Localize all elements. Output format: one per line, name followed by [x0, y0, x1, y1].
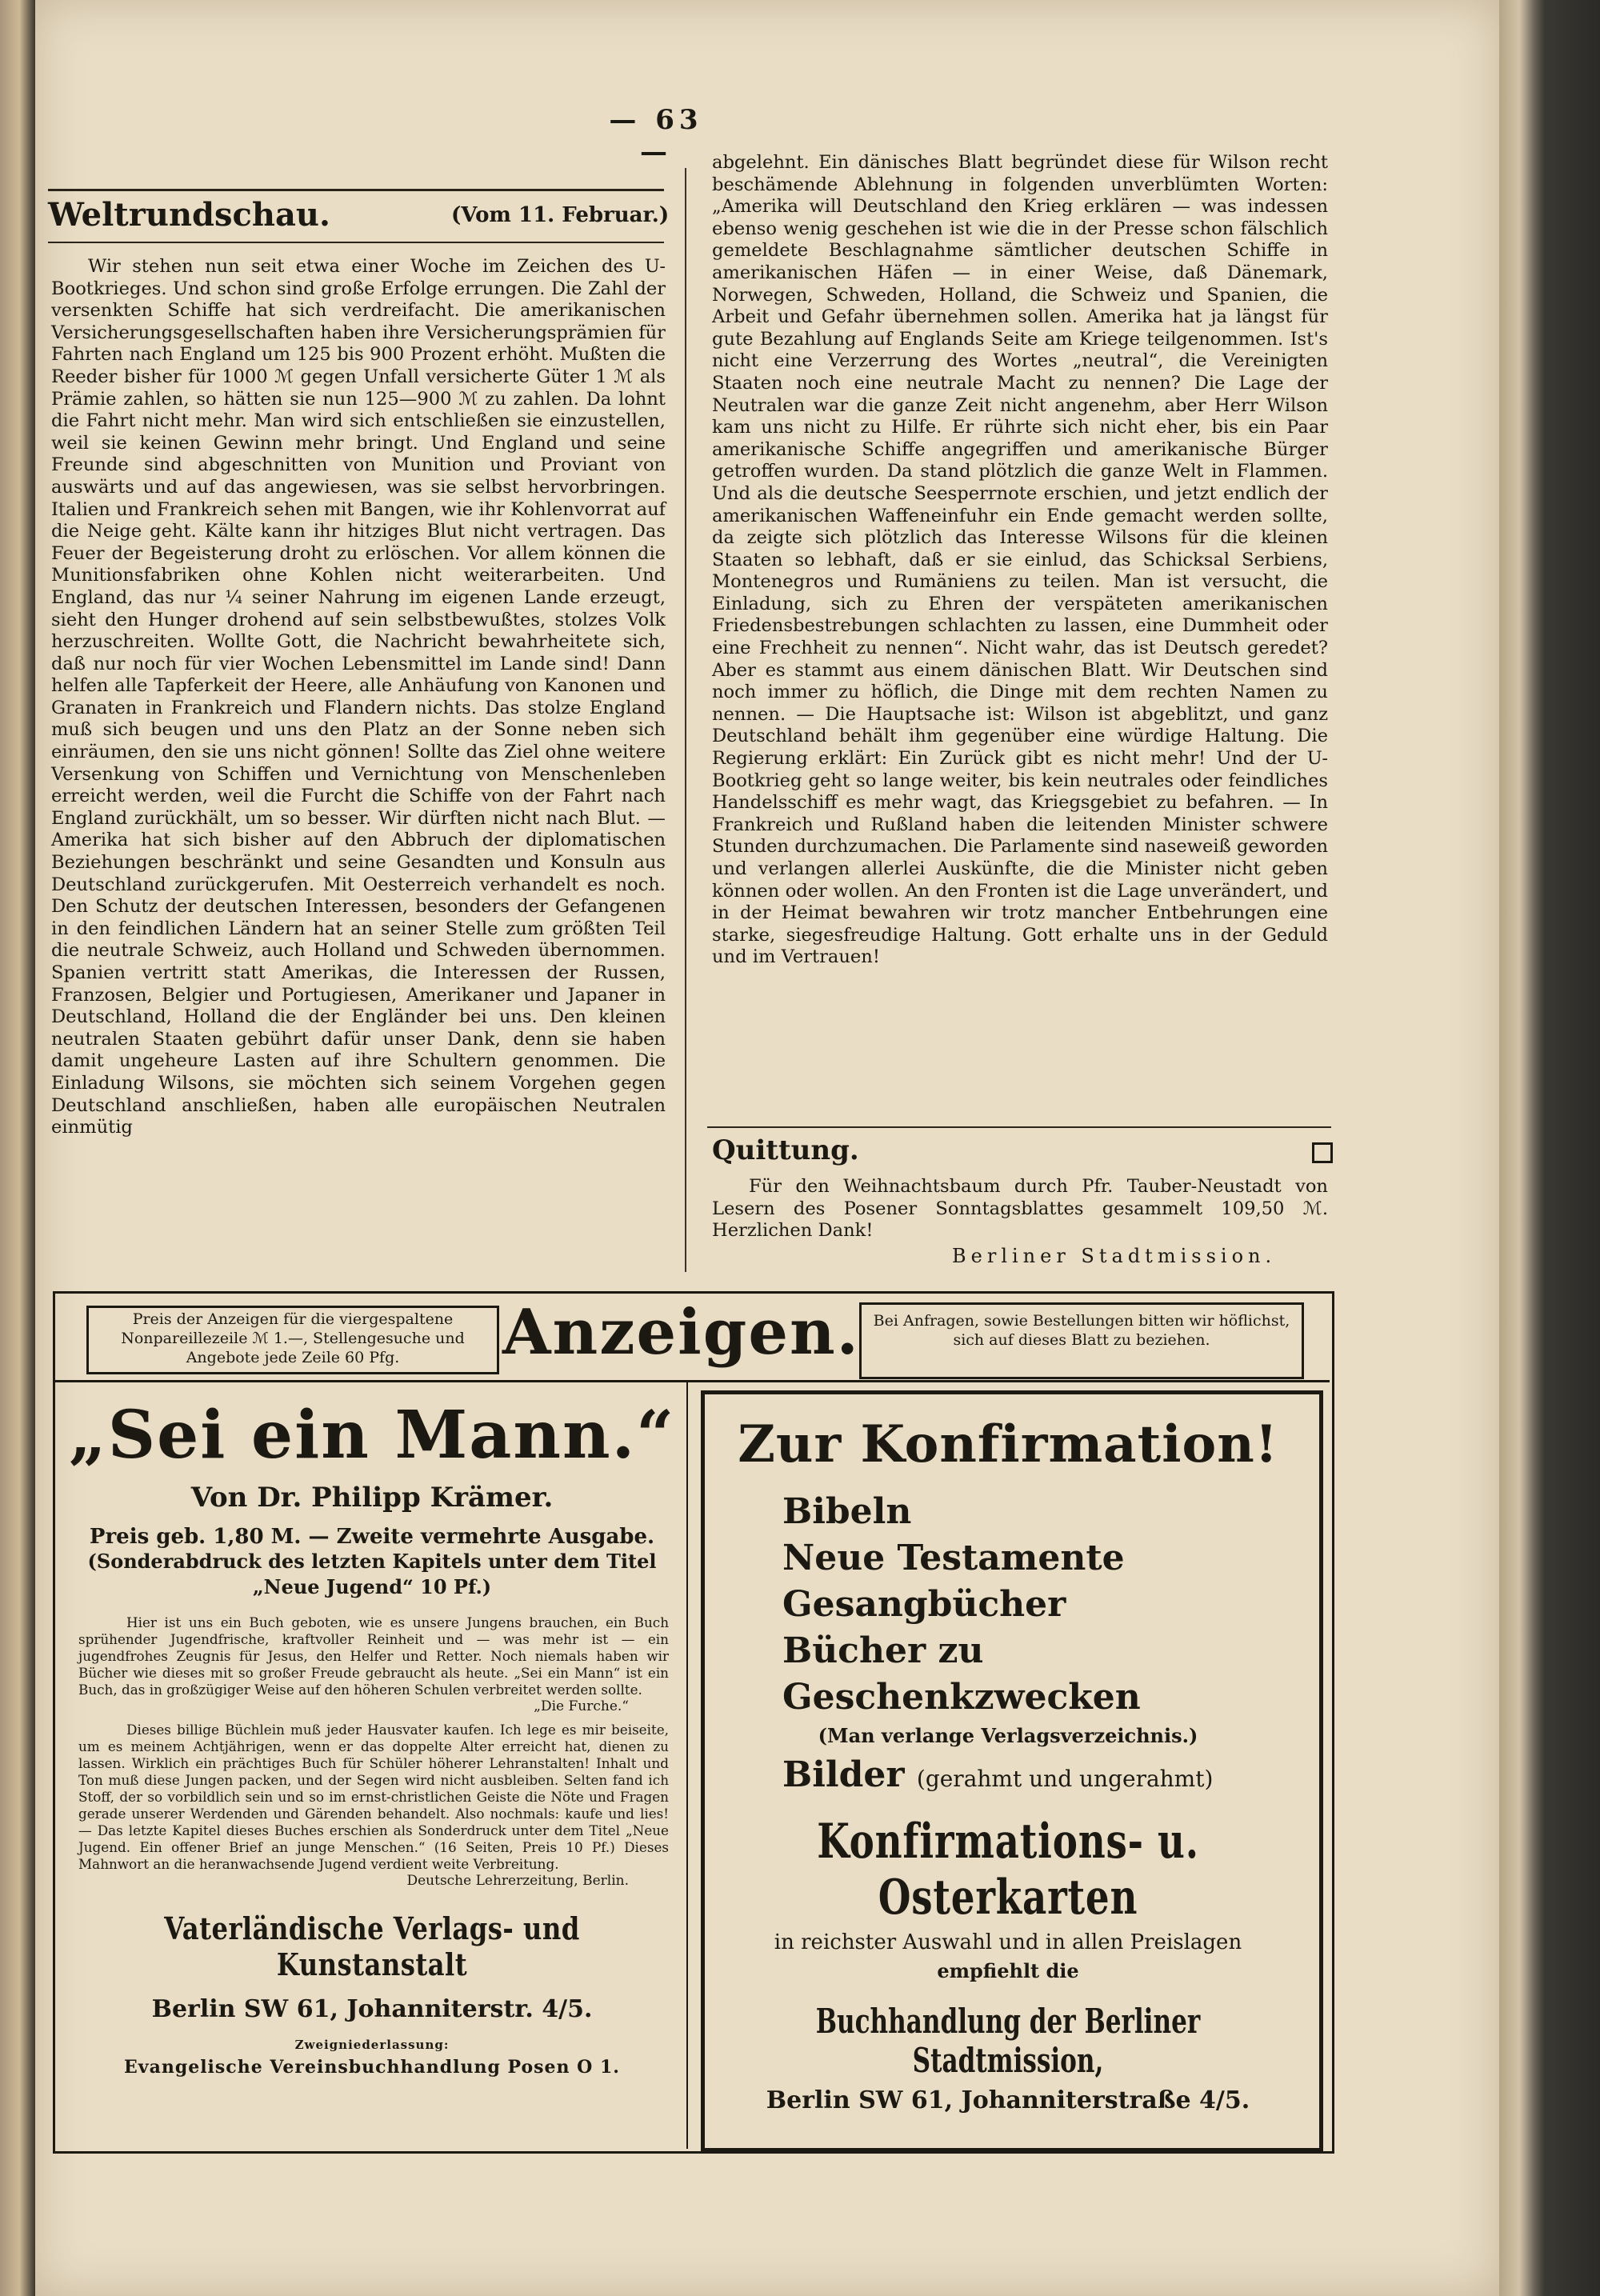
- header-rule-top: [48, 189, 664, 191]
- ad-konfirmation: [720, 1408, 1296, 2114]
- ads-title: Anzeigen.: [502, 1296, 860, 1369]
- ad-book-subnote-2: „Neue Jugend“ 10 Pf.): [252, 1575, 492, 1598]
- ad-recommends: empfiehlt die: [937, 1959, 1079, 1982]
- book-binding: [1499, 0, 1600, 2296]
- header-rule-bottom: [48, 242, 664, 243]
- ad-branch-label: Zweigniederlassung:: [294, 2038, 450, 2052]
- ad-book-subnote: (Sonderabdruck des letzten Kapitels unter dem Titel: [87, 1550, 657, 1573]
- ad-store-name: Buchhandlung der Berliner Stadtmission,: [815, 2002, 1201, 2080]
- ad-publisher-address: Berlin SW 61, Johanniterstr. 4/5.: [151, 1995, 593, 2023]
- ad-book-title: „Sei ein Mann.“: [68, 1397, 676, 1474]
- article-paragraph: abgelehnt. Ein dänisches Blatt begründet diese für Wilson recht beschämende Ablehnung in folgenden unverblümten Worten: „Amerika will Deutschland den Krieg erklären — was indessen ebenso wenig geschehen ist wie die in der Presse schon fälschlich gemeldete Beschlagnahme sämtlicher deutschen Schiffe in amerikanischen Häfen — in einer Weise, daß Dänemark, Norwegen, Schweden, Holland, die Schweiz und Spanien, die Arbeit und Gefahr übernehmen sollen. Amerika hat ja längst für gute Bezahlung auf Englands Seite am Kriege teilgenommen. Ist's nicht eine Verzerrung des Wortes „neutral“, die Vereinigten Staaten noch eine neutrale Macht zu nennen? Die Lage der Neutralen war die ganze Zeit nicht angenehm, aber Herr Wilson kam uns nicht zu Hilfe. Er rührte sich nicht eher, bis ein Paar amerikanische Schiffe angegriffen und amerikanische Bürger getroffen wurden. Da stand plötzlich die ganze Welt in Flammen. Und als die deutsche Seesperrnote erschien, und jetzt endlich der amerikanischen Waffeneinfuhr ein Ende gemacht werden sollte, da zeigte sich plötzlich das Interesse Wilsons für die kleinen Staaten so lebhaft, daß er sie einlud, das Schicksal Serbiens, Montenegros und Rumäniens zu teilen. Man ist versucht, die Einladung, sich zu Ehren der verspäteten amerikanischen Friedensbestrebungen schlachten zu lassen, eine Dummheit oder eine Frechheit zu nennen“. Nicht wahr, das ist Deutsch geredet? Aber es stammt aus einem dänischen Blatt. Wir Deutschen sind noch immer zu höflich, die Dinge mit dem rechten Namen zu nennen. — Die Hauptsache ist: Wilson ist abgeblitzt, und ganz Deutschland behält ihm gegenüber eine würdige Haltung. Die Regierung erklärt: Ein Zurück gibt es nicht mehr! Und der U-Bootkrieg geht so lange weiter, bis kein neutrales oder feindliches Handelsschiff es mehr wagt, das Kriegsgebiet zu befahren. — In Frankreich und Rußland haben die leitenden Minister schwere Stunden durchzumachen. Die Parlamente sind naseweiß geworden und verlangen allerlei Auskünfte, die die Minister nicht geben können oder wollen. An den Fronten ist die Lage unverändert, und in der Heimat bewahren wir trotz mancher Entbehrungen eine starke, siegesfreudige Haltung. Gott erhalte uns in der Geduld und im Vertrauen!: [712, 152, 1328, 968]
- quittung-text: [712, 1176, 1328, 1242]
- quittung-body: Für den Weihnachtsbaum durch Pfr. Tauber-Neustadt von Lesern des Posener Sonntagsblattes gesammelt 109,50 ℳ. Herzlichen Dank!: [712, 1176, 1328, 1242]
- review-text: Hier ist uns ein Buch geboten, wie es unsere Jungens brauchen, ein Buch sprühender Jugendfrische, kraftvoller Reinheit und — was mehr ist — ein jugendfrohes Zeugnis für Jesus, den Helfer und Retter. Noch niemals haben wir Bücher wie dieses mit so großer Freude gebraucht als heute. „Sei ein Mann“ ist ein Buch, das in großzügiger Weise auf den höheren Schulen verbreitet werden sollte.: [78, 1614, 669, 1698]
- ad-branch: Evangelische Vereinsbuchhandlung Posen O 1.: [124, 2057, 620, 2078]
- square-icon: [1312, 1142, 1333, 1163]
- article-left-column: [51, 256, 666, 1139]
- review-source: Deutsche Lehrerzeitung, Berlin.: [406, 1873, 629, 1889]
- ad-selection-line: in reichster Auswahl und in allen Preislagen: [774, 1930, 1242, 1954]
- ads-column-divider: [686, 1382, 688, 2149]
- section-title-weltrundschau: Weltrundschau.: [48, 196, 330, 234]
- ad-publisher: Vaterländische Verlags- und Kunstanstalt: [164, 1910, 580, 1982]
- ad-reviews: [78, 1614, 669, 1890]
- ad-item-pictures: [782, 1752, 1296, 1802]
- column-divider: [685, 168, 686, 1272]
- review-source: „Die Furche.“: [534, 1698, 629, 1714]
- ad-book-author: Von Dr. Philipp Krämer.: [190, 1482, 554, 1514]
- quittung-signature: Berliner Stadtmission.: [952, 1245, 1277, 1267]
- ad-pictures-label: Bilder: [782, 1754, 905, 1795]
- ad-pictures-note: (gerahmt und ungerahmt): [916, 1766, 1214, 1792]
- ad-item: Bücher zu Geschenkzwecken: [782, 1630, 1141, 1718]
- section-date: (Vom 11. Februar.): [451, 203, 670, 227]
- ad-konfirmation-title: Zur Konfirmation!: [738, 1414, 1278, 1474]
- ad-inquiry-info-box: Bei Anfragen, sowie Bestellungen bitten wir höflichst, sich auf dieses Blatt zu beziehen.: [859, 1302, 1304, 1379]
- ad-book-price: Preis geb. 1,80 M. — Zweite vermehrte Ausgabe.: [89, 1525, 655, 1549]
- ad-item: Gesangbücher: [782, 1584, 1066, 1625]
- article-paragraph: Wir stehen nun seit etwa einer Woche im Zeichen des U-Bootkrieges. Und schon sind große Erfolge errungen. Die Zahl der versenkten Schiffe hat sich verdreifacht. Die amerikanischen Versicherungsgesellschaften haben ihre Versicherungsprämien für Fahrten nach England um 125 bis 900 Prozent erhöht. Mußten die Reeder bisher für 1000 ℳ gegen Unfall versicherte Güter 1 ℳ als Prämie zahlen, so hätten sie nun 125—900 ℳ zu zahlen. Da lohnt die Fahrt nicht mehr. Man wird sich entschließen sie einzustellen, weil sie keinen Gewinn mehr bringt. Und England und seine Freunde sind abgeschnitten von Munition und Proviant von auswärts und auf das angewiesen, was sie selbst hervorbringen. Italien und Frankreich sehen mit Bangen, wie ihr Kohlenvorrat auf die Neige geht. Kälte kann ihr hitziges Blut nicht vertragen. Das Feuer der Begeisterung droht zu erlöschen. Vor allem können die Munitionsfabriken ohne Kohlen nicht weiterarbeiten. Und England, das nur ¼ seiner Nahrung im eigenen Lande erzeugt, sieht den Hunger drohend auf sein selbstbewußtes, stolzes Volk herzuschreiten. Wollte Gott, die Nachricht bewahrheitete sich, daß nur noch für vier Wochen Lebensmittel im Lande sind! Dann helfen alle Tapferkeit der Heere, alle Anhäufung von Kanonen und Granaten in Frankreich und Flandern nichts. Das stolze England muß sich beugen und uns den Platz an der Sonne neben sich einräumen, den sie uns nicht gönnen! Sollte das Ziel ohne weitere Versenkung von Schiffen und Vernichtung von Menschenleben erreicht werden, weil die Furcht die Schiffe von der Fahrt nach England zurückhält, um so besser. Wir dürften nicht nach Blut. — Amerika hat sich bisher auf den Abbruch der diplomatischen Beziehungen beschränkt und seine Gesandten und Konsuln aus Deutschland zurückgerufen. Mit Oesterreich verhandelt es noch. Den Schutz der deutschen Interessen, besonders der Gefangenen in den feindlichen Ländern hat an seiner Stelle zum größten Teil die neutrale Schweiz, auch Holland und Schweden übernommen. Spanien vertritt statt Amerikas, die Interessen der Russen, Franzosen, Belgier und Portugiesen, Amerikaner und Japaner in Deutschland, Holland die der Engländer bei uns. Den kleinen neutralen Staaten gebührt dafür unser Dank, denn sie haben damit ungeheure Lasten auf ihre Schultern genommen. Die Einladung Wilsons, sie möchten sich seinem Vorgehen gegen Deutschland anschließen, haben alle europäischen Neutralen einmütig: [51, 256, 666, 1138]
- quittung-rule: [707, 1126, 1331, 1128]
- ad-item: Neue Testamente: [782, 1538, 1125, 1578]
- ad-cards-heading: Konfirmations- u. Osterkarten: [817, 1814, 1199, 1926]
- quittung-title: Quittung.: [712, 1134, 859, 1166]
- article-right-column: [712, 152, 1328, 969]
- ad-item: Bibeln: [782, 1491, 912, 1532]
- ads-header-divider: [53, 1380, 1330, 1382]
- ad-store-address: Berlin SW 61, Johanniterstraße 4/5.: [766, 2086, 1250, 2114]
- page-number: — 63 —: [609, 104, 703, 168]
- ad-sei-ein-mann: [64, 1392, 680, 2078]
- previous-page-edge: [0, 0, 35, 2296]
- review-text: Dieses billige Büchlein muß jeder Hausvater kaufen. Ich lege es mir beiseite, um es meinem Achtjährigen, wenn er das doppelte Alter erreicht hat, dienen zu lassen. Wirklich ein prächtiges Buch für Schüler höherer Lehranstalten! Inhalt und Ton muß diese Jungen packen, und der Segen wird nicht ausbleiben. Selten fand ich Stoff, der so vorbildlich sein und so im ernst-christlichen Geiste die Nöte und Fragen gerade unserer Werdenden und Gärenden behandelt. Also nochmals: kaufe und lies! — Das letzte Kapitel dieses Buches erschien als Sonderdruck unter dem Titel „Neue Jugend. Ein offener Brief an junge Menschen.“ (16 Seiten, Preis 10 Pf.) Dieses Mahnwort an die heranwachsende Jugend verdient weite Verbreitung.: [78, 1722, 669, 1872]
- ad-price-info-box: Preis der Anzeigen für die viergespaltene Nonpareillezeile ℳ 1.—, Stellengesuche und Angebote jede Zeile 60 Pfg.: [86, 1306, 499, 1374]
- ad-catalog-note: (Man verlange Verlagsverzeichnis.): [818, 1724, 1198, 1747]
